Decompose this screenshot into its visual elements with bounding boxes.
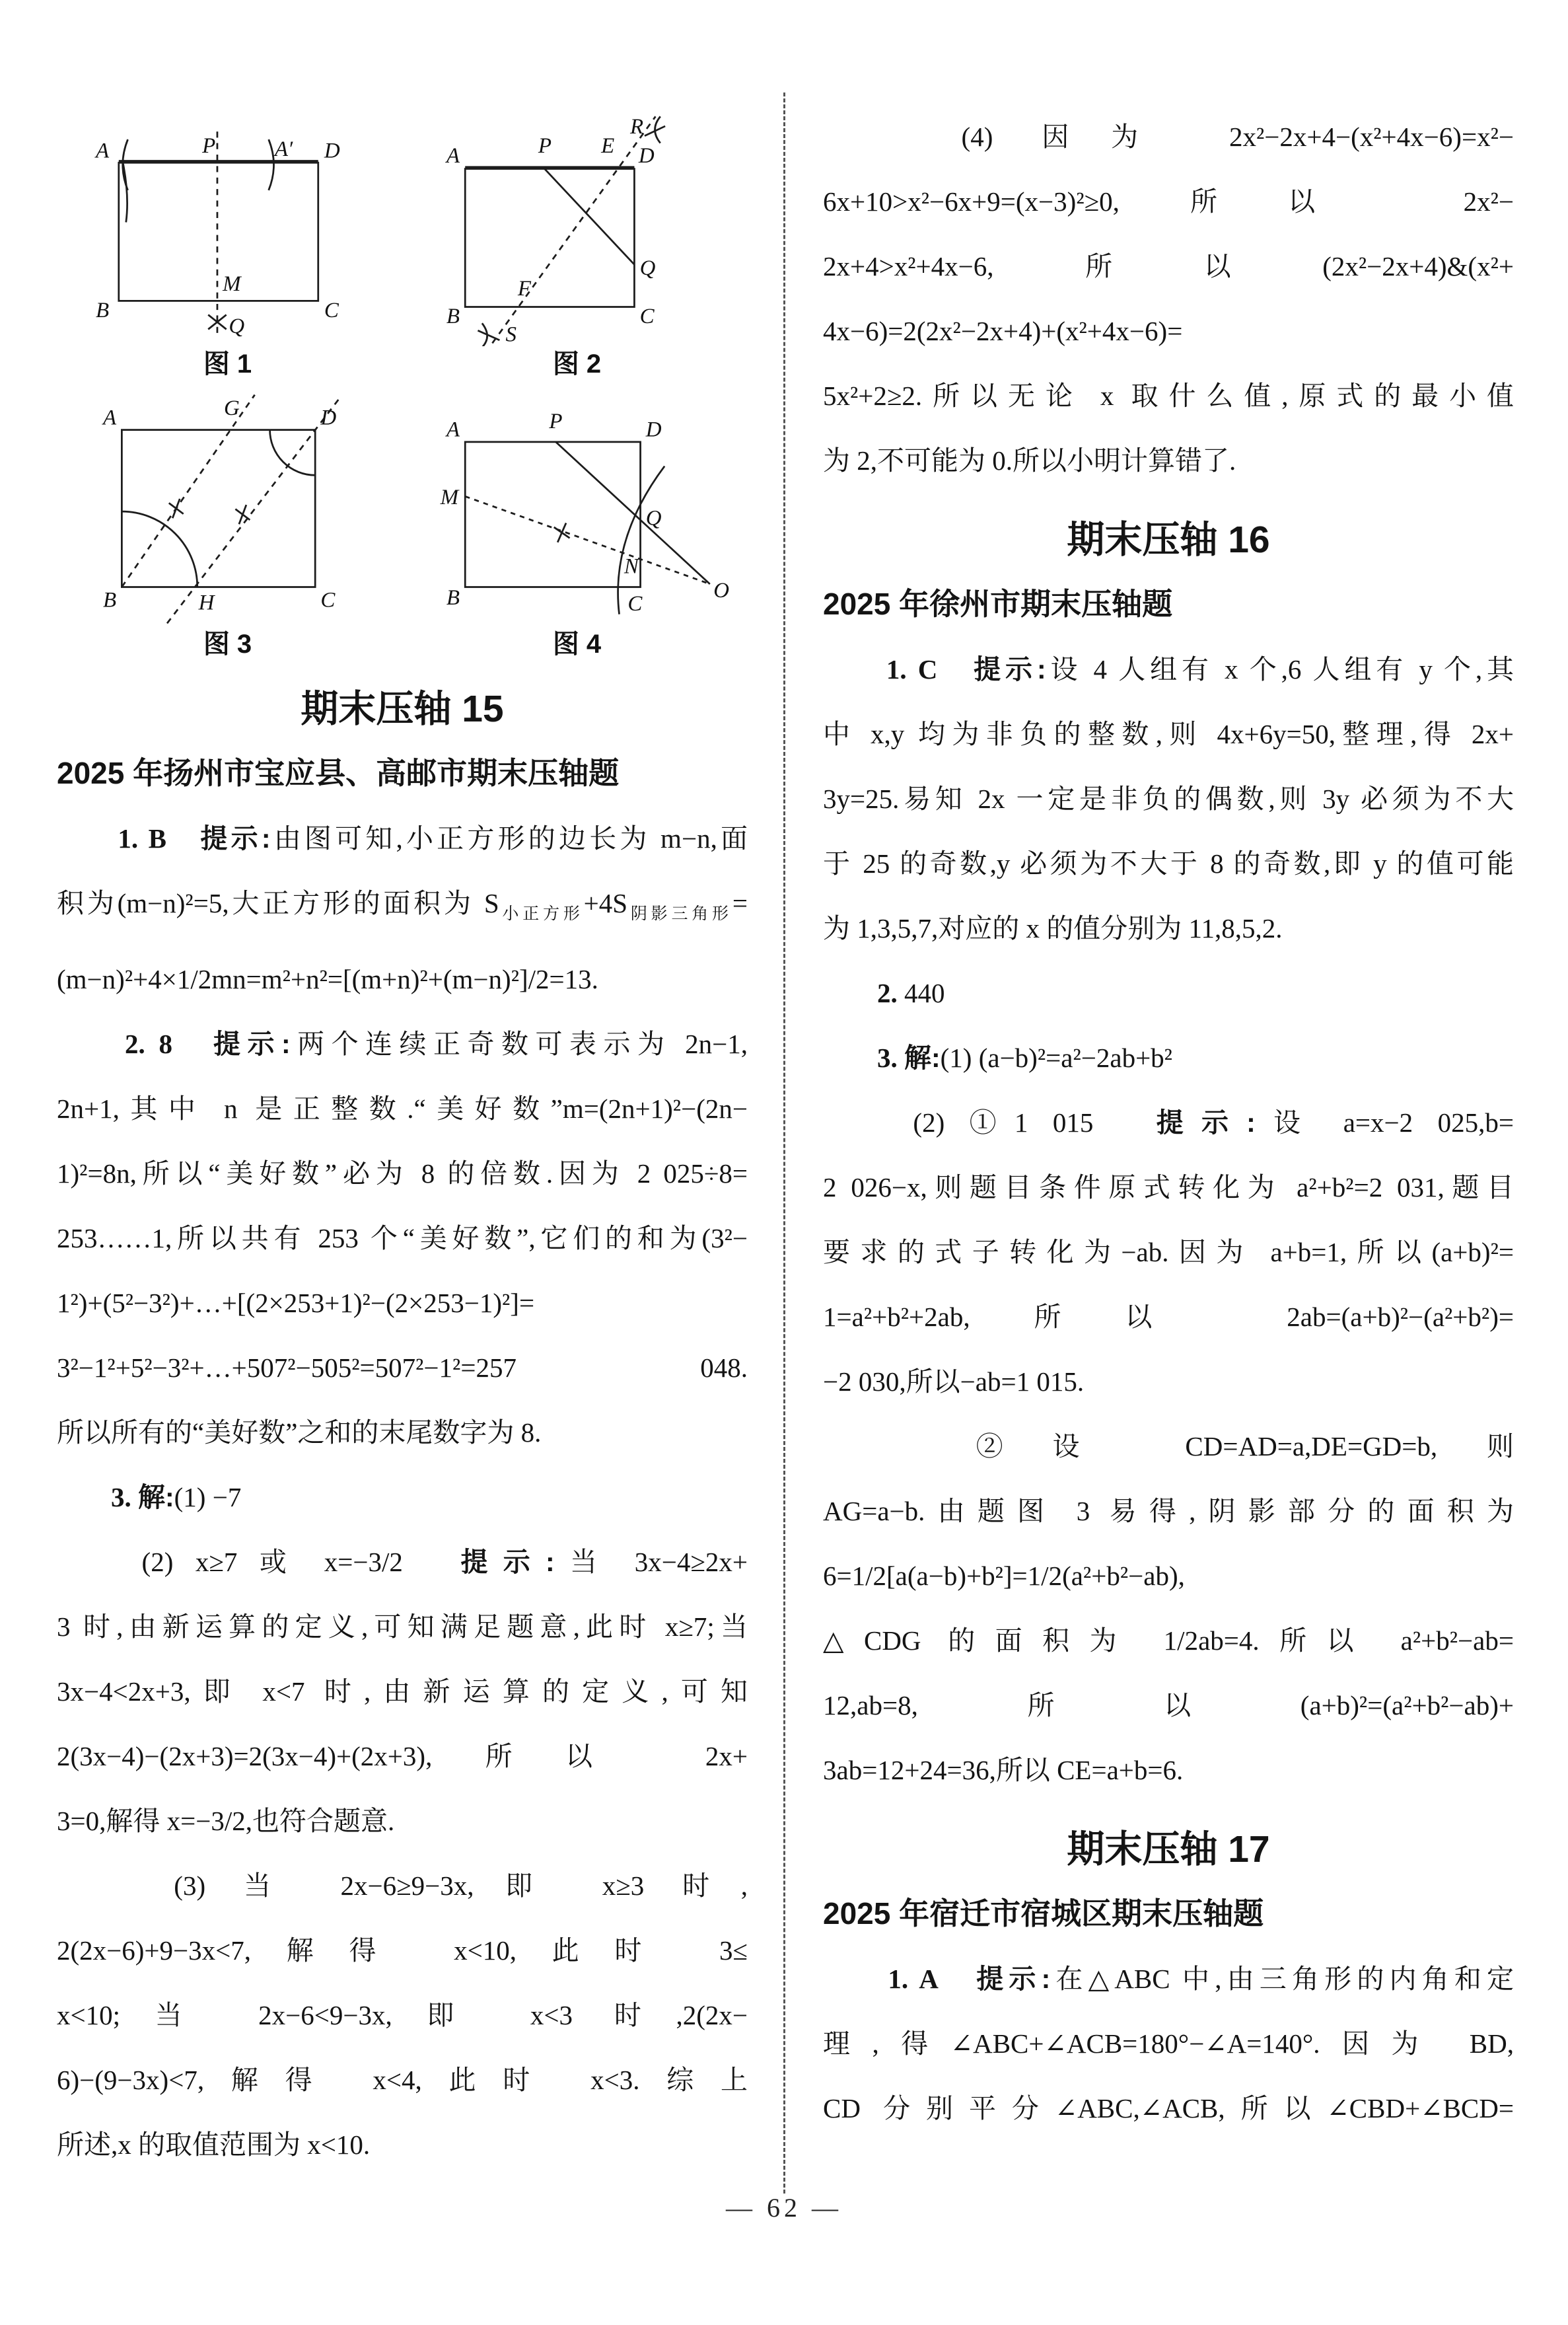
text-segment: 12,ab=8,所以(a+b)²=(a²+b²−ab)+ xyxy=(823,1690,1514,1720)
text-segment: 6=1/2[a(a−b)+b²]=1/2(a²+b²−ab), xyxy=(823,1561,1185,1591)
text-segment xyxy=(57,823,118,854)
text-line xyxy=(57,1271,748,1335)
column-divider xyxy=(783,92,785,2194)
hint-label: 解: xyxy=(138,1482,174,1512)
text-segment: +4S xyxy=(583,888,628,918)
text-segment: 所以所有的“美好数”之和的末尾数字为 8. xyxy=(57,1417,542,1448)
figure-3 xyxy=(57,385,398,662)
answer-label: 1. C xyxy=(886,654,938,684)
text-line xyxy=(823,1284,1514,1349)
text-segment: AG=a−b.由题图 3 易得,阴影部分的面积为 xyxy=(823,1496,1514,1526)
text-segment xyxy=(57,1482,111,1512)
text-line xyxy=(823,428,1514,493)
text-segment: 为 1,3,5,7,对应的 x 的值分别为 11,8,5,2. xyxy=(823,913,1283,943)
text-line xyxy=(57,1206,748,1271)
text-segment xyxy=(823,978,877,1008)
text-line xyxy=(823,1414,1514,1479)
text-line xyxy=(823,1155,1514,1220)
text-segment: (2) x≥7 或 x=−3/2 xyxy=(57,1547,461,1577)
text-line xyxy=(823,637,1514,702)
text-segment: 由图可知,小正方形的边长为 m−n,面 xyxy=(270,823,748,854)
text-line xyxy=(823,104,1514,169)
point-label: A xyxy=(446,418,460,442)
point-label: G xyxy=(224,396,240,420)
text-segment: 4x−6)=2(2x²−2x+4)+(x²+4x−6)= xyxy=(823,316,1183,346)
text-segment xyxy=(823,654,886,684)
text-line xyxy=(823,2011,1514,2076)
text-segment: 积为(m−n)²=5,大正方形的面积为 S xyxy=(57,888,499,918)
text-line xyxy=(57,1983,748,2048)
text-segment: △CDG 的面积为 1/2ab=4.所以 a²+b²−ab= xyxy=(823,1625,1514,1656)
text-line xyxy=(823,1479,1514,1543)
right-text-flow xyxy=(823,104,1514,2141)
text-line xyxy=(823,2076,1514,2141)
text-segment: 2025 年扬州市宝应县、高邮市期末压轴题 xyxy=(57,756,620,790)
answer-label: 1. A xyxy=(888,1964,939,1994)
text-line xyxy=(57,1594,748,1659)
text-segment: 1)²=8n,所以“美好数”必为 8 的倍数.因为 2 025÷8= xyxy=(57,1158,748,1189)
text-segment xyxy=(172,1029,213,1059)
exam-source-title xyxy=(57,752,748,794)
point-label: M xyxy=(223,272,241,296)
exam-source-title xyxy=(823,583,1514,625)
text-segment: 期末压轴 16 xyxy=(1067,519,1270,561)
hint-label: 提示: xyxy=(976,1964,1051,1994)
left-column xyxy=(57,104,748,2177)
point-label: Q xyxy=(645,506,662,531)
text-segment: 2x+4>x²+4x−6,所以(2x²−2x+4)&(x²+ xyxy=(823,251,1514,281)
page-number: — 62 — xyxy=(726,2193,842,2223)
figure-grid xyxy=(57,104,748,662)
left-text-flow xyxy=(57,686,748,2177)
point-label: A xyxy=(96,139,110,163)
text-segment: 6x+10>x²−6x+9=(x−3)²≥0,所以 2x²− xyxy=(823,186,1514,217)
text-line xyxy=(823,1738,1514,1802)
figure-3-drawing xyxy=(57,385,398,626)
text-segment: 3ab=12+24=36,所以 CE=a+b=6. xyxy=(823,1755,1184,1785)
point-label: D xyxy=(324,139,340,163)
point-label: C xyxy=(639,305,655,329)
point-label: P xyxy=(549,409,563,433)
text-segment: ②设 CD=AD=a,DE=GD=b,则 xyxy=(823,1431,1514,1461)
text-line xyxy=(57,1918,748,1983)
text-segment: 2(2x−6)+9−3x<7,解得 x<10,此时 3≤ xyxy=(57,1935,748,1966)
text-line xyxy=(57,2048,748,2112)
text-segment: 小正方形 xyxy=(499,905,584,923)
point-label: F xyxy=(517,277,531,301)
text-segment: 理,得∠ABC+∠ACB=180°−∠A=140°.因为 BD, xyxy=(823,2028,1514,2059)
answer-label: 3. xyxy=(877,1043,904,1073)
section-heading xyxy=(823,1826,1514,1872)
text-line xyxy=(823,766,1514,831)
hint-label: 提示: xyxy=(213,1029,291,1059)
point-label: D xyxy=(320,406,337,430)
point-label: D xyxy=(638,143,655,168)
text-line xyxy=(823,1349,1514,1414)
answer-label: 1. B xyxy=(118,823,166,854)
text-segment: 253……1,所以共有 253 个“美好数”,它们的和为(3²− xyxy=(57,1223,748,1253)
text-segment: CD 分别平分∠ABC,∠ACB,所以∠CBD+∠BCD= xyxy=(823,2093,1514,2123)
text-segment: 所述,x 的取值范围为 x<10. xyxy=(57,2129,371,2160)
point-label: Q xyxy=(229,314,245,338)
text-segment: 两个连续正奇数可表示为 2n−1, xyxy=(290,1029,748,1059)
text-segment: 在△ABC 中,由三角形的内角和定 xyxy=(1050,1964,1514,1994)
text-segment xyxy=(166,823,200,854)
text-segment: x<10;当 2x−6<9−3x,即 x<3 时,2(2x− xyxy=(57,2000,748,2030)
point-label: M xyxy=(440,486,459,510)
text-segment: 为 2,不可能为 0.所以小明计算错了. xyxy=(823,445,1236,476)
text-line xyxy=(823,1543,1514,1608)
text-segment xyxy=(937,654,974,684)
text-segment: 5x²+2≥2.所以无论 x 取什么值,原式的最小值 xyxy=(823,381,1514,411)
text-line xyxy=(57,806,748,871)
text-line xyxy=(823,1090,1514,1155)
text-line xyxy=(57,1724,748,1789)
figure-4-caption: 图 4 xyxy=(552,630,602,659)
figure-1-drawing xyxy=(57,104,398,346)
text-segment: −2 030,所以−ab=1 015. xyxy=(823,1366,1085,1397)
point-label: C xyxy=(320,588,336,612)
exam-source-title xyxy=(823,1892,1514,1935)
text-segment: 3²−1²+5²−3²+…+507²−505²=507²−1²=257 048. xyxy=(57,1352,748,1383)
text-line xyxy=(823,961,1514,1025)
figure-1 xyxy=(57,104,398,382)
point-label: O xyxy=(713,579,730,603)
point-label: A xyxy=(446,143,460,168)
text-line xyxy=(823,1220,1514,1284)
point-label: B xyxy=(96,299,110,323)
figure-3-caption: 图 3 xyxy=(203,630,252,659)
text-segment: 3x−4<2x+3,即 x<7 时,由新运算的定义,可知 xyxy=(57,1676,748,1707)
text-line xyxy=(57,947,748,1012)
hint-label: 解: xyxy=(904,1043,941,1073)
text-segment: 2(3x−4)−(2x+3)=2(3x−4)+(2x+3),所以 2x+ xyxy=(57,1741,748,1771)
text-segment: 要求的式子转化为−ab.因为 a+b=1,所以(a+b)²= xyxy=(823,1237,1514,1267)
text-segment: 3 时,由新运算的定义,可知满足题意,此时 x≥7;当 xyxy=(57,1611,748,1642)
point-label: R xyxy=(630,114,644,139)
text-segment: 于 25 的奇数,y 必须为不大于 8 的奇数,即 y 的值可能 xyxy=(823,848,1514,879)
text-line xyxy=(823,363,1514,428)
text-segment: 2 026−x,则题目条件原式转化为 a²+b²=2 031,题目 xyxy=(823,1172,1514,1202)
answer-label: 2. 8 xyxy=(124,1029,172,1059)
text-line xyxy=(57,1400,748,1465)
hint-label: 提示: xyxy=(460,1547,555,1577)
text-segment: 中 x,y 均为非负的整数,则 4x+6y=50,整理,得 2x+ xyxy=(823,719,1514,749)
point-label: E xyxy=(601,134,615,159)
hint-label: 提示: xyxy=(974,654,1046,684)
figure-2-caption: 图 2 xyxy=(552,350,602,379)
figure-2-drawing xyxy=(406,104,748,346)
text-segment: 设 a=x−2 025,b= xyxy=(1255,1107,1514,1138)
text-segment: 2n+1,其中 n 是正整数.“美好数”m=(2n+1)²−(2n− xyxy=(57,1093,748,1124)
hint-label: 提示: xyxy=(1156,1107,1256,1138)
text-segment: (1) −7 xyxy=(174,1482,242,1512)
text-segment xyxy=(823,1043,877,1073)
text-segment xyxy=(823,1964,888,1994)
text-line xyxy=(823,702,1514,766)
text-segment xyxy=(57,1029,125,1059)
figure-4 xyxy=(406,385,748,662)
answer-label: 3. xyxy=(111,1482,138,1512)
point-label: A′ xyxy=(274,137,293,161)
point-label: B xyxy=(103,588,117,612)
text-segment: 6)−(9−3x)<7,解得 x<4,此时 x<3.综上 xyxy=(57,2065,748,2095)
text-segment: = xyxy=(732,888,748,918)
answer-label: 2. xyxy=(877,978,904,1008)
point-label: S xyxy=(505,322,517,346)
section-heading xyxy=(823,517,1514,563)
text-line xyxy=(57,1012,748,1076)
right-column xyxy=(823,104,1514,2141)
figure-2 xyxy=(406,104,748,382)
text-segment: 1=a²+b²+2ab,所以 2ab=(a+b)²−(a²+b²)= xyxy=(823,1302,1514,1332)
text-segment: 440 xyxy=(904,978,945,1008)
text-segment: (m−n)²+4×1/2mn=m²+n²=[(m+n)²+(m−n)²]/2=13. xyxy=(57,964,598,994)
text-line xyxy=(57,1853,748,1918)
hint-label: 提示: xyxy=(200,823,271,854)
text-line xyxy=(57,1465,748,1530)
point-label: N xyxy=(624,554,639,579)
text-segment: 3y=25.易知 2x 一定是非负的偶数,则 3y 必须为不大 xyxy=(823,784,1514,814)
text-segment: 期末压轴 15 xyxy=(301,688,504,730)
text-line xyxy=(823,1946,1514,2011)
text-segment: (2) ①1 015 xyxy=(823,1107,1157,1138)
point-label: C xyxy=(627,592,643,616)
text-line xyxy=(823,1673,1514,1738)
point-label: D xyxy=(645,418,662,442)
point-label: P xyxy=(538,134,552,159)
point-label: C xyxy=(324,299,339,323)
text-line xyxy=(823,1025,1514,1090)
point-label: A xyxy=(103,406,117,430)
text-segment: 2025 年徐州市期末压轴题 xyxy=(823,587,1173,621)
text-segment: 阴影三角形 xyxy=(627,905,732,923)
text-line xyxy=(57,1530,748,1594)
text-segment: (3) 当 2x−6≥9−3x,即 x≥3 时, xyxy=(57,1870,748,1901)
point-label: B xyxy=(446,586,460,610)
text-line xyxy=(57,1659,748,1724)
section-heading xyxy=(57,686,748,732)
text-segment: 期末压轴 17 xyxy=(1067,1828,1270,1870)
text-segment: 1²)+(5²−3²)+…+[(2×253+1)²−(2×253−1)²]= xyxy=(57,1288,535,1318)
text-line xyxy=(57,1335,748,1400)
text-line xyxy=(57,871,748,947)
point-label: Q xyxy=(639,256,656,281)
text-line xyxy=(57,1076,748,1141)
text-line xyxy=(823,234,1514,299)
text-line xyxy=(823,299,1514,363)
text-segment: 设 4 人组有 x 个,6 人组有 y 个,其 xyxy=(1046,654,1514,684)
figure-4-drawing xyxy=(406,385,748,626)
point-label: P xyxy=(202,134,216,159)
text-segment xyxy=(939,1964,976,1994)
text-segment: (4) 因为 2x²−2x+4−(x²+4x−6)=x²− xyxy=(823,122,1514,152)
figure-1-caption: 图 1 xyxy=(203,350,252,379)
text-line xyxy=(823,831,1514,896)
text-line xyxy=(823,896,1514,961)
text-line xyxy=(57,1141,748,1206)
text-line xyxy=(57,2112,748,2177)
text-line xyxy=(823,1608,1514,1673)
text-line xyxy=(823,169,1514,234)
text-segment: 3=0,解得 x=−3/2,也符合题意. xyxy=(57,1806,395,1836)
point-label: H xyxy=(198,591,215,615)
text-segment: 当 3x−4≥2x+ xyxy=(554,1547,748,1577)
text-segment: 2025 年宿迁市宿城区期末压轴题 xyxy=(823,1896,1264,1931)
text-line xyxy=(57,1789,748,1853)
text-segment: (1) (a−b)²=a²−2ab+b² xyxy=(940,1043,1172,1073)
point-label: B xyxy=(446,305,460,329)
